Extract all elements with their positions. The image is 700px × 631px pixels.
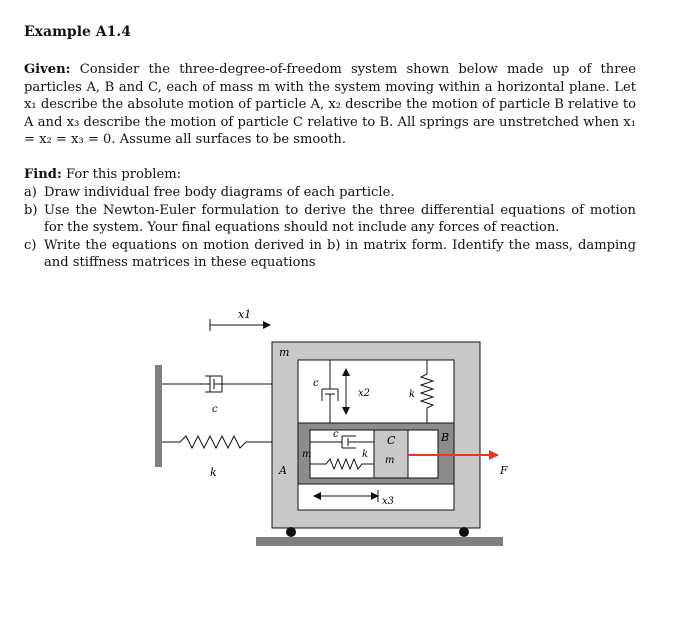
outer-spring <box>162 436 272 448</box>
outer-spring-label: k <box>210 466 217 479</box>
mass-c-label: C <box>387 434 396 447</box>
x2-label: x2 <box>358 388 371 399</box>
list-item-text: Write the equations on motion derived in b) in matrix form. Identify the mass, damping and stiffness matrices in these equations <box>44 237 636 271</box>
inner-spring-label: k <box>409 389 416 400</box>
x3-label: x3 <box>382 496 395 507</box>
inner-damper-label: c <box>313 378 319 389</box>
force-label: F <box>500 464 508 477</box>
mass-b-label: B <box>441 431 450 444</box>
mass-a-m-label: m <box>279 346 290 359</box>
find-label: Find: <box>24 167 62 182</box>
mass-a-label: A <box>279 464 287 477</box>
mass-a-lower-cavity <box>298 484 454 510</box>
list-item-label: c) <box>24 237 37 253</box>
c-damper-label: c <box>333 429 339 440</box>
mass-c-m-label: m <box>385 455 395 466</box>
wall <box>155 365 162 467</box>
wheel-right <box>459 527 469 537</box>
c-spring-label: k <box>362 449 369 460</box>
find-text: For this problem: <box>65 167 182 182</box>
example-title: Example A1.4 <box>24 24 132 40</box>
given-label: Given: <box>24 62 71 77</box>
given-text: Consider the three-degree-of-freedom system shown below made up of three particles A, B and C, each of mass m with the system moving within a horizontal plane. Let x₁ describe the absolute motion of particle A, x₂ describe the motion of particle B relative to A and x₃ describe the motion of particle C relative to B. All springs are unstretched when x₁ = x₂ = x₃ = 0. Assume all surfaces to be smooth. <box>24 62 636 148</box>
list-item-label: a) <box>24 185 37 200</box>
outer-damper-label: c <box>212 404 218 415</box>
ground <box>256 537 503 546</box>
list-item-text: Use the Newton-Euler formulation to derive the three differential equations of motion for the system. Your final equations should not include any forces of reaction. <box>44 202 636 236</box>
x1-label: x1 <box>238 308 252 321</box>
outer-damper <box>162 376 272 392</box>
wheel-left <box>286 527 296 537</box>
list-item-text: Draw individual free body diagrams of each particle. <box>44 185 395 200</box>
mass-b-m-label: m <box>302 449 312 460</box>
list-item-label: b) <box>24 202 38 218</box>
mass-a-upper-cavity <box>298 360 454 423</box>
x1-arrow <box>210 308 270 331</box>
